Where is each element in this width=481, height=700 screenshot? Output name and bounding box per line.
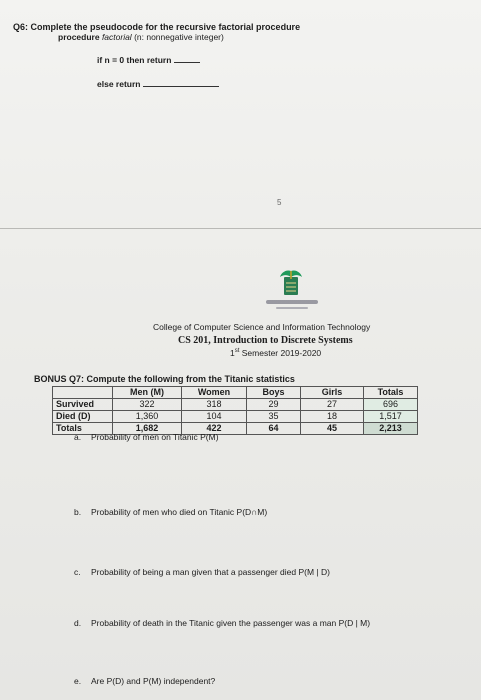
university-logo-icon	[278, 267, 304, 297]
procedure-keyword: procedure	[58, 32, 102, 42]
else-line-text: else return	[97, 79, 141, 89]
table-cell: 422	[182, 423, 247, 435]
question-c	[74, 567, 330, 577]
q6-title: Q6: Complete the pseudocode for the recursive factorial procedure	[13, 22, 301, 32]
table-cell: 1,360	[113, 411, 182, 423]
header-cell: Girls	[301, 387, 364, 399]
question-text: Probability of men who died on Titanic P(D∩M)	[91, 507, 268, 517]
table-cell: 318	[182, 399, 247, 411]
header-cell: Boys	[247, 387, 301, 399]
else-answer-blank[interactable]	[143, 78, 219, 87]
logo-subtitle-mark	[276, 307, 308, 309]
question-text: Probability of death in the Titanic given the passenger was a man P(D | M)	[91, 618, 371, 628]
question-label: a.	[74, 432, 82, 442]
table-cell: 1,517	[364, 411, 418, 423]
college-name: College of Computer Science and Information Technology	[153, 322, 371, 332]
table-cell: 45	[301, 423, 364, 435]
question-d	[74, 618, 370, 628]
if-line	[97, 54, 200, 65]
procedure-name: factorial	[101, 32, 132, 42]
table-row	[53, 399, 418, 411]
table-cell: 322	[113, 399, 182, 411]
semester-text: Semester 2019-2020	[239, 348, 322, 358]
logo-arabic-wordmark	[266, 300, 318, 304]
question-label: b.	[74, 507, 82, 517]
question-label: e.	[74, 676, 82, 686]
table-header-row	[53, 387, 418, 399]
table-cell: 27	[301, 399, 364, 411]
semester	[230, 348, 321, 358]
table-cell: 18	[301, 411, 364, 423]
table-cell: 696	[364, 399, 418, 411]
question-e	[74, 676, 215, 686]
semester-number: 1	[230, 348, 235, 358]
header-cell: Women	[182, 387, 247, 399]
else-line	[97, 78, 219, 89]
row-label: Died (D)	[53, 411, 113, 423]
page-divider	[0, 228, 481, 229]
question-a	[74, 432, 219, 442]
row-label: Totals	[53, 423, 113, 435]
question-text: Probability of men on Titanic P(M)	[91, 432, 219, 442]
header-cell: Totals	[364, 387, 418, 399]
table-cell: 104	[182, 411, 247, 423]
header-cell: Men (M)	[113, 387, 182, 399]
header-cell	[53, 387, 113, 399]
titanic-table	[52, 386, 418, 435]
q6-procedure-signature	[58, 32, 224, 43]
question-label: c.	[74, 567, 81, 577]
bonus-title: BONUS Q7: Compute the following from the Titanic statistics	[34, 374, 295, 384]
if-line-text: if n = 0 then return	[97, 55, 172, 65]
table-cell: 35	[247, 411, 301, 423]
procedure-params: (n: nonnegative integer)	[131, 32, 224, 42]
table-cell: 29	[247, 399, 301, 411]
question-label: d.	[74, 618, 82, 628]
question-b	[74, 507, 267, 517]
question-text: Probability of being a man given that a passenger died P(M | D)	[91, 567, 330, 577]
course-title: CS 201, Introduction to Discrete Systems	[178, 335, 353, 346]
table-cell: 1,682	[113, 423, 182, 435]
page-number: 5	[277, 198, 282, 207]
semester-ordinal: st	[234, 348, 240, 355]
table-cell: 2,213	[364, 423, 418, 435]
question-text: Are P(D) and P(M) independent?	[91, 676, 216, 686]
row-label: Survived	[53, 399, 113, 411]
if-answer-blank[interactable]	[174, 54, 200, 63]
table-row	[53, 411, 418, 423]
table-cell: 64	[247, 423, 301, 435]
